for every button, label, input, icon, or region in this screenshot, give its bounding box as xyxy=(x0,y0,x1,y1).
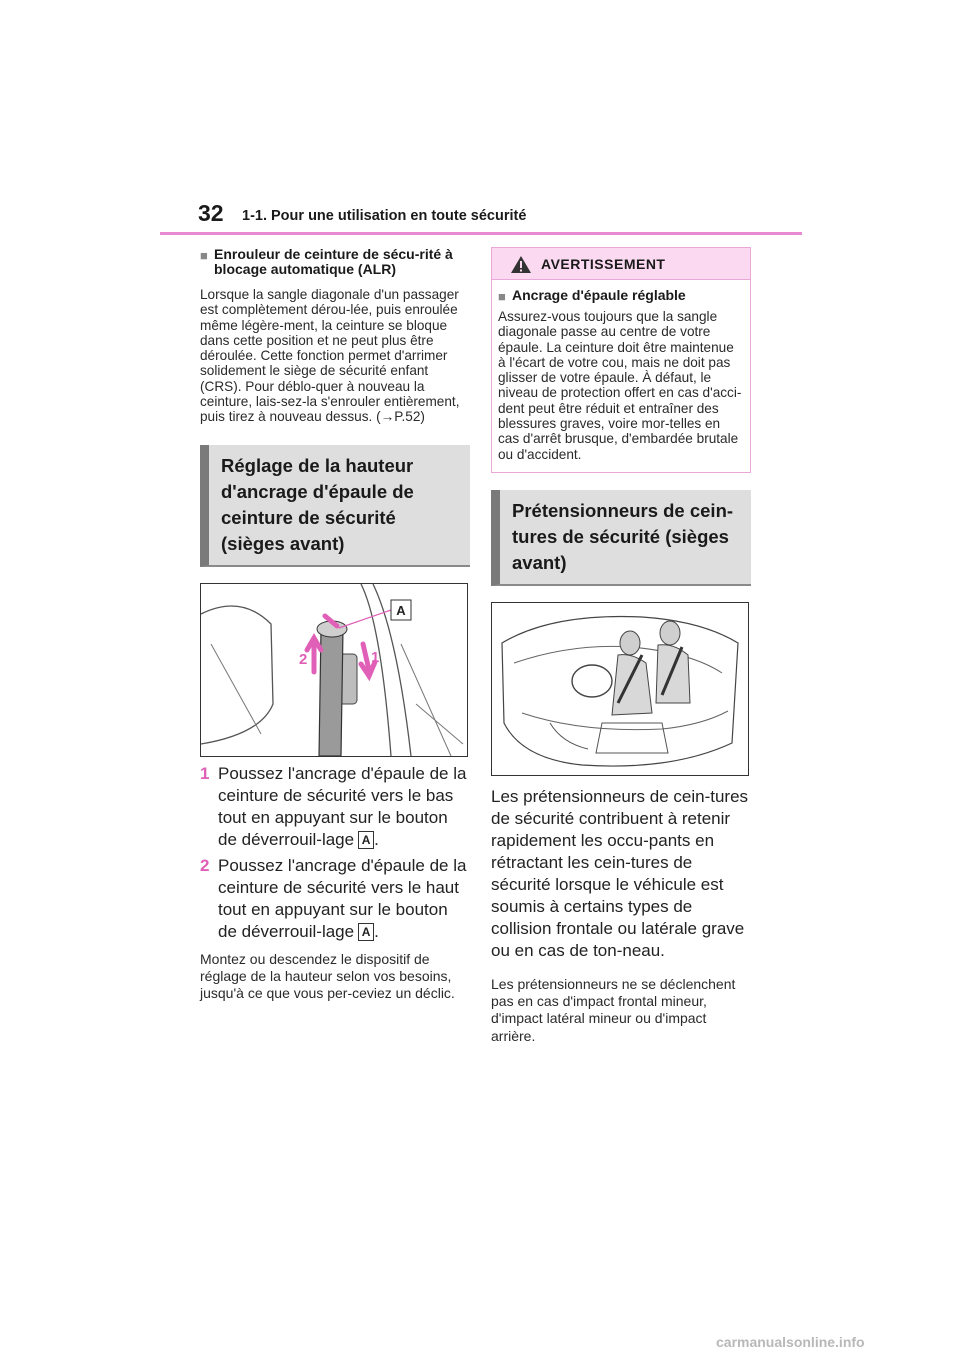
seatbelt-anchor-drawing xyxy=(201,584,467,756)
step-text: Poussez l'ancrage d'épaule de la ceinture de sécurité vers le bas tout en appuyant sur le bouton de déverrouil-lage xyxy=(218,763,467,849)
warning-body xyxy=(492,280,750,472)
warning-box xyxy=(491,247,751,473)
step-end: . xyxy=(374,921,379,941)
section-heading-pretensioners: Prétensionneurs de cein-tures de sécurité (sièges avant) xyxy=(491,490,751,586)
step-number: 2 xyxy=(200,855,210,875)
step-text: Poussez l'ancrage d'épaule de la ceinture de sécurité vers le haut tout en appuyant sur le bouton de déverrouil-lage xyxy=(218,855,467,941)
warning-header xyxy=(492,248,750,280)
step-number: 1 xyxy=(200,763,210,783)
pretensioner-illustration xyxy=(491,602,749,776)
figure-arrow-label-2: 2 xyxy=(299,650,308,668)
warning-text: Assurez-vous toujours que la sangle diagonale passe au centre de votre épaule. La ceinture doit être maintenue à l'écart de votre cou, mais ne doit pas glisser de votre épaule. À défaut, le niveau de protection offert en cas d'acci-dent peut être réduit et entraîner des blessures graves, voire mor-telles en cas d'arrêt brusque, d'embardée brutale ou d'accident. xyxy=(498,309,742,462)
car-interior-drawing xyxy=(492,603,748,775)
section-heading-anchor-height: Réglage de la hauteur d'ancrage d'épaule de ceinture de sécurité (sièges avant) xyxy=(200,445,470,567)
anchor-height-illustration xyxy=(200,583,468,757)
header-rule xyxy=(160,232,802,235)
watermark: carmanualsonline.info xyxy=(716,1334,865,1350)
anchor-note: Montez ou descendez le dispositif de réglage de la hauteur selon vos besoins, jusqu'à ce que vous per-ceviez un déclic. xyxy=(200,950,455,1002)
left-column xyxy=(200,247,470,1002)
warning-sub-heading-text: Ancrage d'épaule réglable xyxy=(512,287,686,303)
alr-heading xyxy=(200,247,470,277)
warning-triangle-icon xyxy=(510,255,532,274)
step-1 xyxy=(200,763,470,851)
pretensioner-paragraph: Les prétensionneurs de cein-tures de sécurité contribuent à retenir rapidement les occu-pants en rétractant les cein-tures de sécurité lorsque le véhicule est soumis à certains types de collision frontale ou latérale grave ou en cas de ton-neau. xyxy=(491,786,749,960)
right-column xyxy=(491,247,751,1045)
page-number: 32 xyxy=(198,200,224,226)
warning-title: AVERTISSEMENT xyxy=(541,256,666,272)
warning-sub-heading xyxy=(498,288,742,303)
square-bullet-icon: ■ xyxy=(498,289,506,304)
alr-paragraph: Lorsque la sangle diagonale d'un passager est complètement dérou-lée, puis enroulée même légère-ment, la ceinture se bloque dans cette position et ne peut plus être déroulée. Cette fonction permet d'arrimer solidement le siège de sécurité enfant (CRS). Pour déblo-quer à nouveau la ceinture, lais-sez-la s'enrouler entièrement, puis tirez à nouveau dessus. (→P.52) xyxy=(200,287,460,425)
section-title: 1-1. Pour une utilisation en toute sécurité xyxy=(242,208,527,224)
ref-box-a: A xyxy=(358,831,374,849)
square-bullet-icon: ■ xyxy=(200,248,208,263)
step-end: . xyxy=(374,829,379,849)
figure-arrow-label-1: 1 xyxy=(371,648,380,666)
alr-heading-text: Enrouleur de ceinture de sécu-rité à blocage automatique (ALR) xyxy=(214,246,453,277)
step-2 xyxy=(200,855,470,943)
pretensioner-note: Les prétensionneurs ne se déclenchent pas en cas d'impact frontal mineur, d'impact latéral mineur ou d'impact arrière. xyxy=(491,975,736,1044)
page-header xyxy=(198,200,802,236)
figure-callout-a: A xyxy=(396,602,406,618)
ref-box-a: A xyxy=(358,923,374,941)
